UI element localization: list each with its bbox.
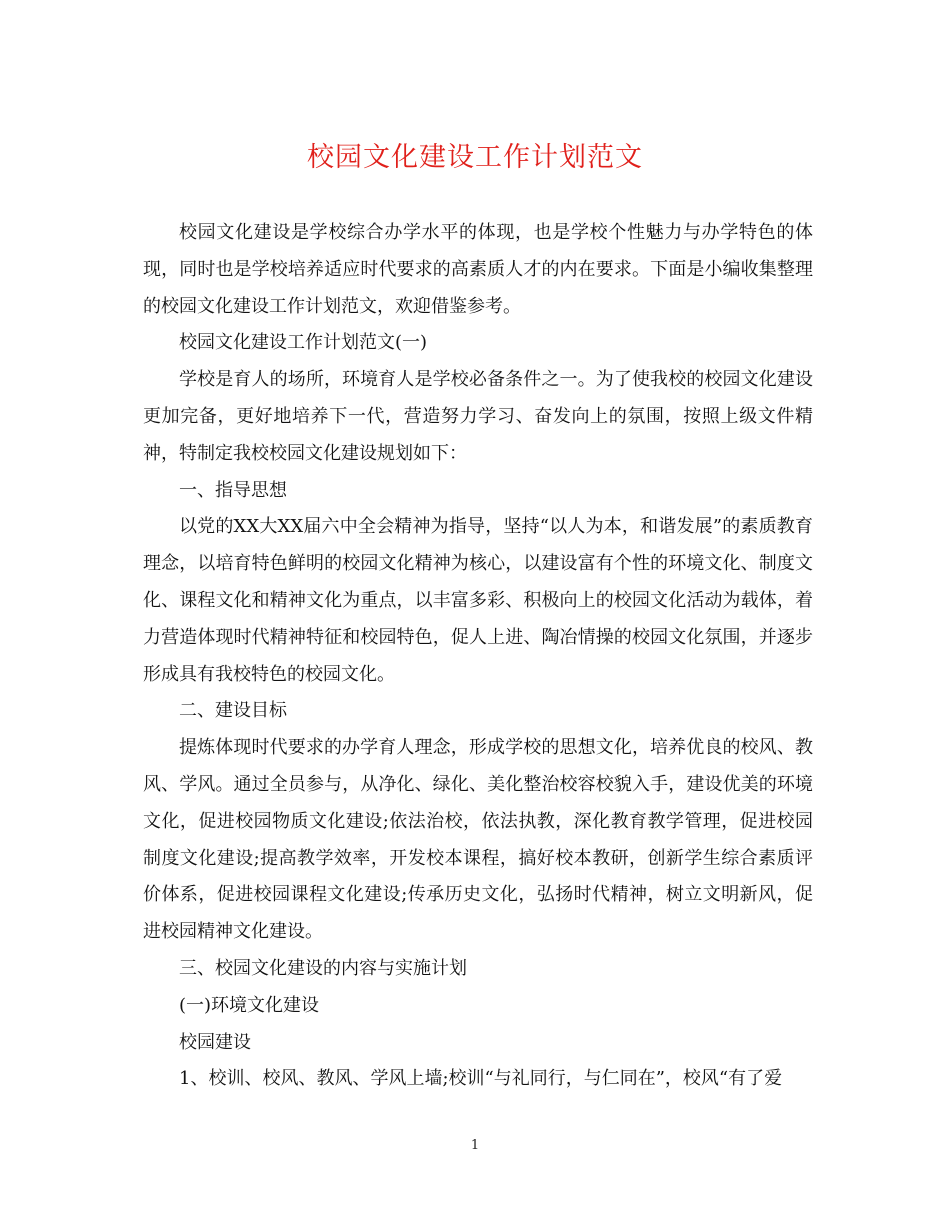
paragraph-school-purpose: 学校是育人的场所，环境育人是学校必备条件之一。为了使我校的校园文化建设更加完备，更好地培养下一代，营造努力学习、奋发向上的氛围，按照上级文件精神，特制定我校校园文化建设规划如下：: [143, 369, 813, 464]
section-heading-construction-goals: 二、建设目标: [179, 700, 287, 722]
page-number: 1: [470, 1138, 480, 1153]
subsection-heading-campus-construction: 校园建设: [179, 1031, 251, 1053]
paragraph-guiding-ideology: 以党的XX大XX届六中全会精神为指导，坚持“以人为本，和谐发展”的素质教育理念，以培育特色鲜明的校园文化精神为核心，以建设富有个性的环境文化、制度文化、课程文化和精神文化为重点，以丰富多彩、积极向上的校园文化活动为载体，着力营造体现时代精神特征和校园特色，促人上进、陶冶情操的校园文化氛围，并逐步形成具有我校特色的校园文化。: [143, 516, 813, 685]
section-heading-guiding-ideology: 一、指导思想: [179, 479, 287, 501]
document-title: 校园文化建设工作计划范文: [307, 142, 643, 173]
paragraph-intro: 校园文化建设是学校综合办学水平的体现，也是学校个性魅力与办学特色的体现，同时也是学校培养适应时代要求的高素质人才的内在要求。下面是小编收集整理的校园文化建设工作计划范文，欢迎借鉴参考。: [143, 222, 813, 317]
paragraph-construction-goals: 提炼体现时代要求的办学育人理念，形成学校的思想文化，培养优良的校风、教风、学风。通过全员参与，从净化、绿化、美化整治校容校貌入手，建设优美的环境文化，促进校园物质文化建设;依法治校，依法执教，深化教育教学管理，促进校园制度文化建设;提高教学效率，开发校本课程，搞好校本教研，创新学生综合素质评价体系，促进校园课程文化建设;传承历史文化，弘扬时代精神，树立文明新风，促进校园精神文化建设。: [143, 737, 813, 943]
section-heading-plan-one: 校园文化建设工作计划范文(一): [179, 332, 428, 354]
subsection-heading-environment-culture: (一)环境文化建设: [179, 994, 320, 1016]
document-body: [143, 215, 813, 1098]
paragraph-item-one: 1、校训、校风、教风、学风上墙;校训“与礼同行，与仁同在”，校风“有了爱: [179, 1068, 783, 1090]
section-heading-content-and-plan: 三、校园文化建设的内容与实施计划: [179, 957, 467, 979]
